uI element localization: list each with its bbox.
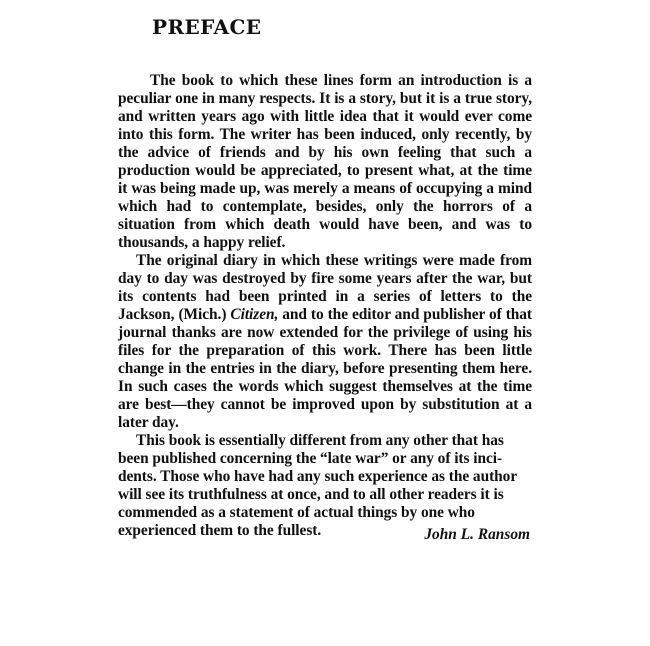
newspaper-title: Citizen, [230,306,279,323]
paragraph-1: The book to which these lines form an introduction is a peculiar one in many respects. It is a story, but it is a true story, and written years ago with little idea that it would ever come into this form. The writer has been induced, only recently, by the advice of friends and by his own feeling that such a production would be appreciated, to present what, at the time it was being made up, was merely a means of occupying a mind which had to contemplate, besides, only the horrors of a situation from which death would have been, and was to thousands, a happy relief. [118,72,532,251]
page-title: PREFACE [152,15,262,39]
paragraph-3: This book is essentially different from any other that has been published concerning the “late war” or any of its incidents. Those who have had any such experience as the author will see its truthfulness at once, and to all other readers it is commended as a statement of actual things by one who experienced them to the fullest. [118,432,517,539]
paragraph-2 [118,252,532,432]
author-signature: John L. Ransom [424,526,530,543]
preface-body [118,72,532,540]
paragraph-2-text-start: The original diary in which these writings were made from day to day was destroyed by fire some years after the war, but its contents had been printed in a series of letters to the Jackson, (Mich.) [118,252,532,323]
paragraph-2-text-end: and to the editor and publisher of that journal thanks are now extended for the privilege of using his files for the preparation of this work. There has been little change in the entries in the diary, before presenting them here. In such cases the words which suggest themselves at the time are best—they cannot be improved upon by substitution at a later day. [118,306,532,431]
